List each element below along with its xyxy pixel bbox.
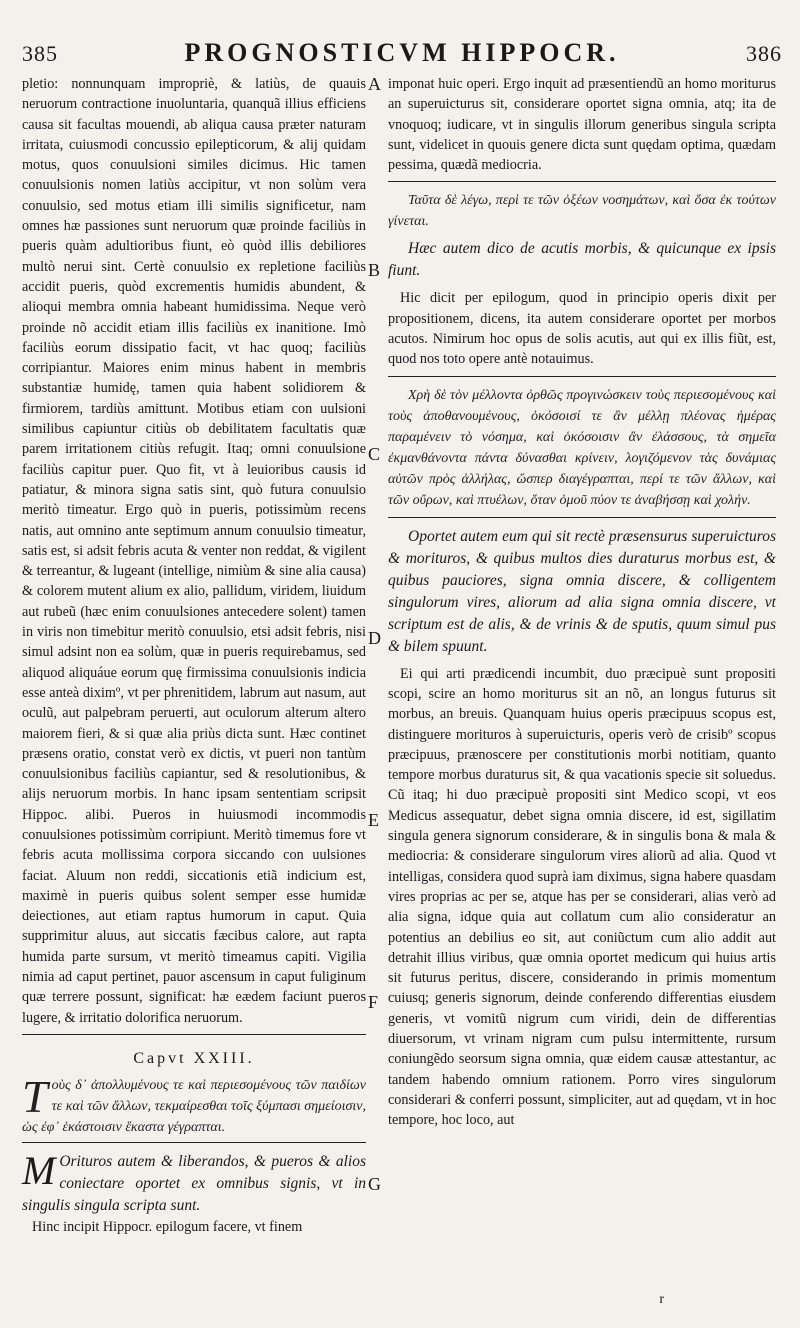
margin-letter-b: B (368, 260, 381, 280)
margin-letter-a: A (368, 74, 381, 94)
section-divider (388, 517, 776, 518)
section-divider (388, 181, 776, 182)
latin-italic-1: Hæc autem dico de acutis morbis, & quicunque ex ipsis fiunt. (388, 240, 776, 280)
right-para-1: imponat huic operi. Ergo inquit ad præsentiendũ an homo moriturus an superuicturus sit, considerare oportet signa omnia, atq; ita de vnoquoq; iudicare, vt in singulis illorum generibus singula scripta sunt, videlicet in quouis genere dicta sunt quędam optima, quædam pessima, quædã mediocria. (388, 76, 776, 174)
page-header (22, 38, 782, 74)
chapter-title: Capvt XXIII. (133, 1049, 255, 1067)
latin-translation (22, 1148, 366, 1217)
section-divider (22, 1142, 366, 1143)
latin-italic-2: Oportet autem eum qui sit rectè præsensurus superuicturos & morituros, & quibus multos dies duraturus morbus est, & quibus pauciores, signa omnia discere, & colligentem singulorum vires, aliorum ad alia signa omnia discere, vt scriptum est de alis, & de vrinis & de sputis, quum simul pus & bilem spuunt. (388, 527, 776, 655)
margin-letter-g: G (368, 1174, 381, 1194)
drop-cap-latin: M (22, 1148, 56, 1194)
section-divider (22, 1034, 366, 1035)
right-para-2: Hic dicit per epilogum, quod in principio operis dixit per propositionem, dicens, ita autem considerare oportet per morbos acutos. Nimirum hoc opus de solis acutis, aut qui ex illis fiũt, est, quod nos toto opere antè notauimus. (388, 290, 776, 368)
running-title: PROGNOSTICVM HIPPOCR. (184, 38, 620, 67)
greek-text-2: Χρὴ δὲ τὸν μέλλοντα ὀρθῶς προγινώσκειν τοὺς περιεσομένους καὶ τοὺς ἀποθανουμένους, ὁκόσοισί τε ἂν μέλλῃ πλέονας ἡμέρας παραμένειν τὸ νόσημα, καὶ ὁκόσοισιν ἂν ἐλάσσους, τὰ σημεῖα ἐκμανθάνοντα πάντα δύνασθαι κρίνειν, λογιζόμενον τὰς δυνάμιας αὐτῶν πρὸς ἀλλήλας, ὥσπερ διαγέγραπται, περί τε τῶν ἄλλων, καὶ τῶν οὔρων, καὶ πτυέλων, ὅταν ὁμοῦ πύον τε ἀναβήσσῃ καὶ χολήν. (388, 387, 776, 508)
left-body-text: pletio: nonnunquam impropriè, & latiùs, de quauis neruorum contractione inuoluntaria, quanquã illius efficiens causa sit facultas mouendi, ab aliqua causa præter naturam irritata, cuiusmodi concussio epilepticorum, & alij quidam motus, quos conuulsioni similes dicimus. Hic tamen conuulsionis nomen latiùs accipitur, vt non solùm vera conuulsio, sed motus etiam illi similis significetur, nam omnes hæ passiones sunt neruorum quæ proinde faciliùs in pueris quàm adultioribus fiunt, eò quòd illis debiliores multò nerui sint. Certè conuulsio ex repletione faciliùs accidit pueris, quòd excrementis humidis abundent, & alioqui membra omnia habeant humidissima. Neque verò proinde nõ accidit etiam illis faciliùs ex inanitione. Imò faciliùs eorum dissipatio facit, vt hac quoq; faciliùs corripiantur. Maiores enim minus habent in membris substantiæ humidę, tamen quia habent solidiorem & firmiorem, tardiùs amittunt. Motibus etiam con uulsioni similibus capiuntur citiùs ob debilitatem facultatis quæ parem irritationem citiùs refugit. Itaq; omni conuulsione faciliùs capitur puer. Quo fit, vt à leuioribus causis id patiatur, & minora signa satis sint, quò futura conuulsio meritò timeatur. Ergo quò in pueris, potissimùm recens natis, aut omnino ante septimum annum conuulsio timeatur, satis est, si adsit febris acuta & venter non reddat, & vigilent & terreantur, & lugeant (intellige, nimiùm & sine alia causa) & colorem mutent alium ex alio, pallidum, viridem, liuidum aut rubeũ (hæc enim conuulsiones antecedere solent) tamen in viris non timebitur meritò conuulsio, etsi adsit febris, nisi simul adsint non ea solùm, quæ in pueris requirebamus, sed aliquod aliquáue eorum quę firmissima conuulsionis indicia esse anteà diximº, vt per phrenitidem, labrum aut nasum, aut oculũ, aut palpebram peruerti, aut oculorum alterum altero maiorem fieri, & si quæ alia priùs dicta sunt. Hæc continet præsens oratio, constat verò ex dictis, vt pueri non tantùm conuulsionibus faciliùs capiantur, sed & resolutionibus, & alijs neruorum morbis. In hanc ipsam sententiam scripsit Hippoc. alibi. Pueros in huiusmodi incommodis conuulsiones potissimùm corripiunt. Meritò timemus fore vt febris acuta mollissima corpora siccando con uulsiones faciat. Aluum non reddi, siccationis etiã indicium est, maximè in pueris quibus solent semper esse humidæ deiectiones, aut etiam raptus humorum in caput. Quia supprimitur aluus, aut siccatis fæcibus calore, aut rapta humida parte sursum, vt meritò timeamus capiti. Vigilia nimia ad caput pertinet, pauor ascensum in caput fuliginum quæ terrere possunt, significat: hæ eædem faciunt pueros lugere, & irritatio dolorifica neruorum. (22, 76, 366, 1026)
greek-text-1: Ταῦτα δὲ λέγω, περὶ τε τῶν ὀξέων νοσημάτων, καὶ ὅσα ἐκ τούτων γίνεται. (388, 193, 776, 230)
margin-letter-e: E (368, 810, 379, 830)
latin-translation-text: Orituros autem & liberandos, & pueros & alios coniectare oportet ex omnibus signis, vt in singulis singula scripta sunt. (22, 1153, 366, 1215)
greek-aphorism-text: οὺς δ᾽ ἀπολλυμένους τε καὶ περιεσομένους τῶν παιδίων τε καὶ τῶν ἄλλων, τεκμαίρεσθαι τοῖς ξύμπασι σημείοισιν, ὡς ἐφ᾽ ἑκάστοισιν ἕκαστα γέγραπται. (22, 1078, 366, 1136)
right-para-3: Ei qui arti prædicendi incumbit, duo præcipuè sunt propositi scopi, scire an homo moriturus sit an nõ, an longus futurus sit morbus, an breuis. Quanquam huius operis præcipuus scopus est, distinguere morituros à superuicturis, operis verò de crisibº scopus præcipuus, prænoscere per constitutionis morbi notitiam, quanto tempore morbus duraturus sit, & qua vacationis specie sit soluedus. Cũ itaq; hi duo præcipuè propositi sint Medico scopi, vt eos Medicus assequatur, debet signa omnia discere, id est, sigillatim singula genera signorum considerare, & in singulis bona & mala & mediocria: & considerare singulorum vires aliorũ ad alia. Quod vt intelligas, considera quod suprà iam diximus, signa habere quasdam vires proprias ac per se, atque has per se considerari, alias verò ad alia signa, idque quia aut collatum cum alio consideratur an potentius an debilius eo sit, aut coniũctum cum alio addit aut detrahit illius viribus, quæ omnia oportet medicum qui huius artis sit futurus peritus, discere, considerando in primis momentum cuiusq; generis signorum, deinde conferendo differentias eiusdem generis, vt vomitũ nigrum cum viridi, dein de differentias diuersorum, vt vrinam nigram cum pulsu intermittente, rursum coniungẽdo seorsum signa omnia, quæ eidem causæ attestantur, ac tandem habendo omnium rationem. Porro vires singulorum considerari & conferri possunt, simpliciter, aut ad quędam, vt in hoc tempore, hoc loco, aut (388, 665, 776, 1129)
margin-letter-f: F (368, 992, 379, 1012)
signature-mark: r (659, 1292, 664, 1307)
left-column (22, 74, 366, 1238)
right-column (388, 74, 776, 1131)
page-number-right: 386 (746, 41, 782, 66)
margin-letter-d: D (368, 628, 381, 648)
commentary-start: Hinc incipit Hippocr. epilogum facere, vt finem (32, 1219, 303, 1236)
page-number-left: 385 (22, 41, 58, 66)
drop-cap-greek: T (22, 1071, 48, 1123)
section-divider (388, 376, 776, 377)
margin-letter-c: C (368, 444, 381, 464)
greek-aphorism (22, 1071, 366, 1138)
